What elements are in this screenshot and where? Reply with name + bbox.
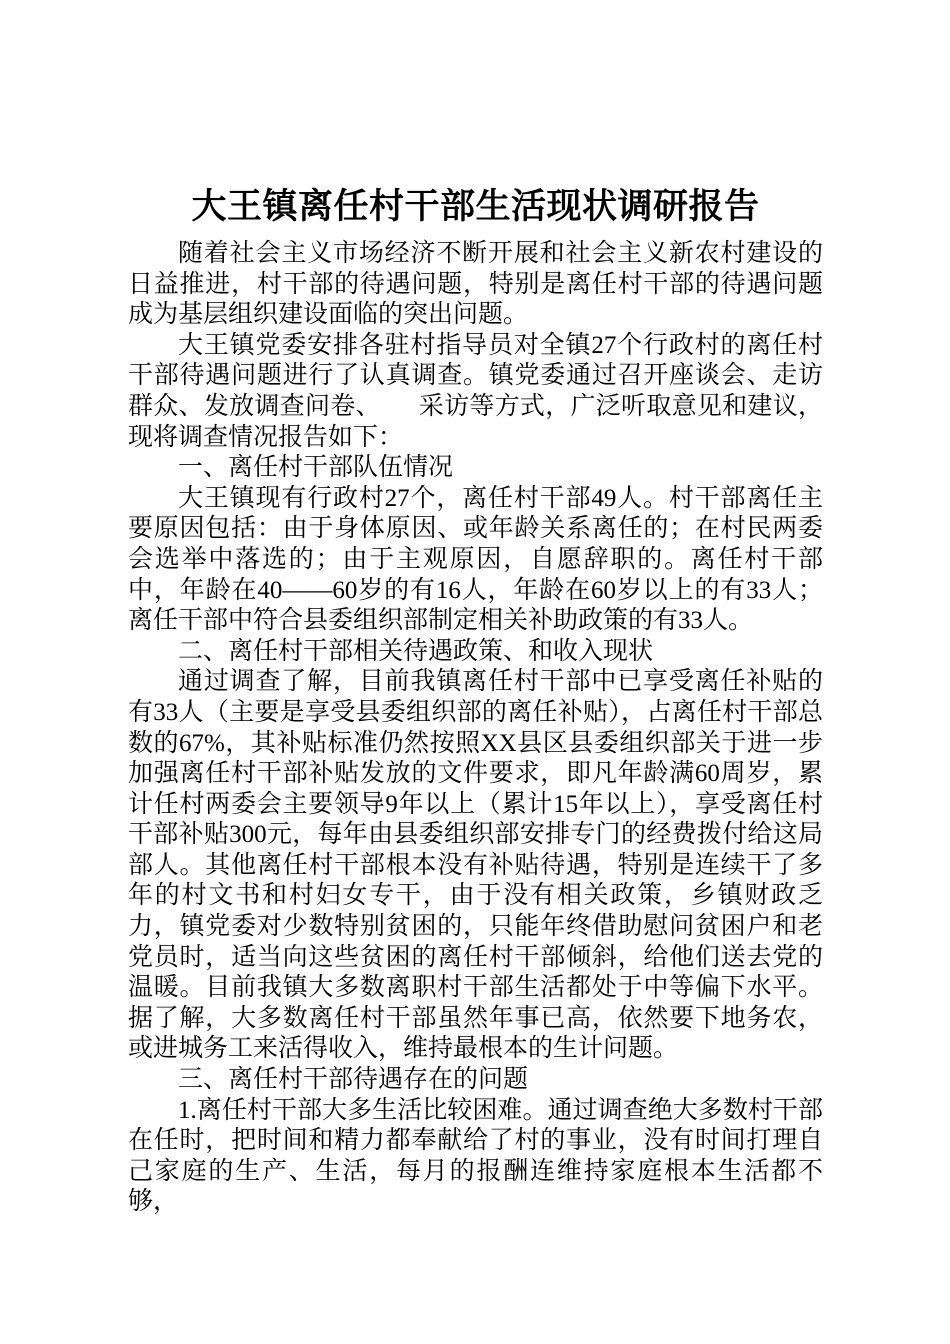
paragraph-section-3-body: 1.离任村干部大多生活比较困难。通过调查绝大多数村干部在任时，把时间和精力都奉献给了村的事业，没有时间打理自己家庭的生产、生活，每月的报酬连维持家庭根本生活都不够， — [128, 1096, 823, 1216]
paragraph-section-2-body: 通过调查了解，目前我镇离任村干部中已享受离任补贴的有33人（主要是享受县委组织部的离任补贴），占离任村干部总数的67%，其补贴标准仍然按照XX县区县委组织部关于进一步加强离任村干部补贴发放的文件要求，即凡年龄满60周岁，累计任村两委会主要领导9年以上（累计15年以上），享受离任村干部补贴300元，每年由县委组织部安排专门的经费拨付给这局部人。其他离任村干部根本没有补贴待遇，特别是连续干了多年的村文书和村妇女专干，由于没有相关政策，乡镇财政乏力，镇党委对少数特别贫困的，只能年终借助慰问贫困户和老党员时，适当向这些贫困的离任村干部倾斜，给他们送去党的温暖。目前我镇大多数离职村干部生活都处于中等偏下水平。据了解，大多数离任村干部虽然年事已高，依然要下地务农，或进城务工来活得收入，维持最根本的生计问题。 — [128, 668, 823, 1063]
paragraph-intro: 随着社会主义市场经济不断开展和社会主义新农村建设的日益推进，村干部的待遇问题，特别是离任村干部的待遇问题成为基层组织建设面临的突出问题。 — [128, 240, 823, 329]
document-title: 大王镇离任村干部生活现状调研报告 — [191, 187, 760, 226]
paragraph-survey-method: 大王镇党委安排各驻村指导员对全镇27个行政村的离任村干部待遇问题进行了认真调查。镇党委通过召开座谈会、走访群众、发放调查问卷、 采访等方式，广泛听取意见和建议，现将调查情况报告如下： — [128, 331, 823, 451]
section-heading-2: 二、离任村干部相关待遇政策、和收入现状 — [178, 637, 654, 665]
document-content — [128, 184, 823, 1218]
section-heading-1: 一、离任村干部队伍情况 — [178, 454, 454, 482]
paragraph-section-1-body: 大王镇现有行政村27个，离任村干部49人。村干部离任主要原因包括：由于身体原因、或年龄关系离任的；在村民两委会选举中落选的；由于主观原因，自愿辞职的。离任村干部中，年龄在40——60岁的有16人，年龄在60岁以上的有33人；离任干部中符合县委组织部制定相关补助政策的有33人。 — [128, 484, 823, 635]
section-heading-3: 三、离任村干部待遇存在的问题 — [178, 1066, 529, 1094]
